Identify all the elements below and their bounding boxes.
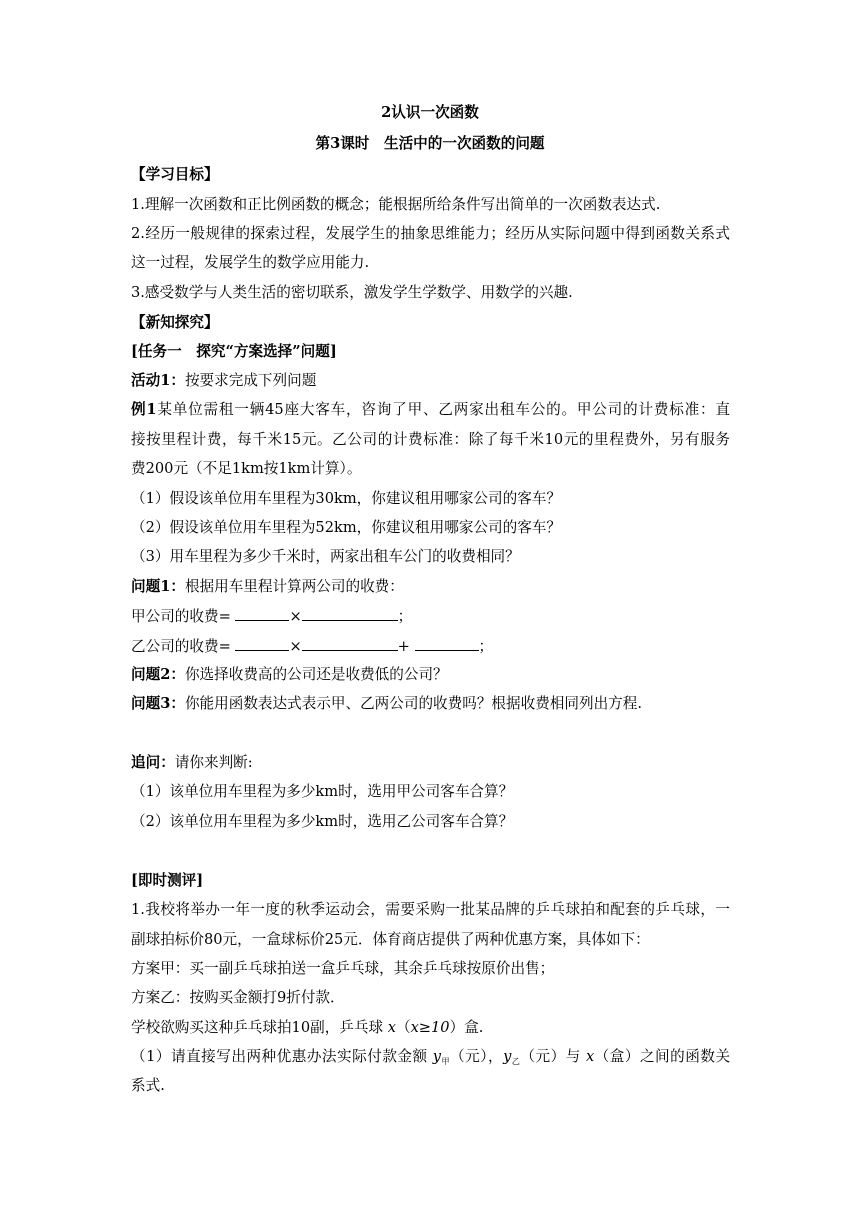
follow-up-item-1: （1）该单位用车里程为多少km时，选用甲公司客车合算？: [131, 783, 514, 800]
goal-item-2-cont: 这一过程，发展学生的数学应用能力.: [131, 254, 370, 271]
follow-up: 追问：请你来判断:: [131, 754, 253, 771]
test-heading: [即时测评]: [131, 872, 204, 889]
test-question-1-cont: 系式.: [131, 1077, 165, 1094]
example-line-1: 例1某单位需租一辆45座大客车，咨询了甲、乙两家出租车公的。甲公司的计费标准：直: [131, 401, 730, 418]
question-2: （2）假设该单位用车里程为52km，你建议租用哪家公司的客车？: [131, 519, 561, 536]
lesson-title: 2认识一次函数: [381, 104, 479, 121]
blank-a-distance[interactable]: [302, 606, 398, 621]
problem-2: 问题2：你选择收费高的公司还是收费低的公司？: [131, 666, 448, 683]
fee-a-line: 甲公司的收费= × ；: [131, 608, 413, 625]
blank-a-rate[interactable]: [235, 606, 289, 621]
activity-text: 按要求完成下列问题: [184, 372, 317, 389]
example-line-2: 接按里程计费，每千米15元。乙公司的计费标准：除了每千米10元的里程费外，另有服务: [131, 431, 730, 448]
problem-3-label: 问题3：: [131, 695, 185, 712]
problem-2-label: 问题2：: [131, 666, 185, 683]
question-1: （1）假设该单位用车里程为30km，你建议租用哪家公司的客车？: [131, 490, 561, 507]
explore-heading: 【新知探究】: [131, 314, 219, 331]
blank-b-distance[interactable]: [302, 636, 398, 651]
problem-3: 问题3：你能用函数表达式表示甲、乙两公司的收费吗？根据收费相同列出方程.: [131, 695, 642, 712]
test-question-1: （1）请直接写出两种优惠办法实际付款金额 $y_甲$（元），$y_乙$（元）与 x（盒）之间的函数关: [131, 1048, 731, 1066]
test-line-1: 1.我校将举办一年一度的秋季运动会，需要采购一批某品牌的乒乓球拍和配套的乒乓球，一: [131, 901, 730, 918]
plan-a: 方案甲：买一副乒乓球拍送一盒乒乓球，其余乒乓球按原价出售；: [131, 960, 555, 977]
activity-label: 活动1：: [131, 372, 185, 389]
plan-b: 方案乙：按购买金额打9折付款．: [131, 989, 345, 1006]
lesson-subtitle: 第3课时 生活中的一次函数的问题: [315, 135, 545, 152]
activity-line: [131, 371, 316, 391]
question-3: （3）用车里程为多少千米时，两家出租车公门的收费相同？: [131, 548, 520, 565]
follow-up-label: 追问：: [131, 754, 175, 771]
goal-item-1: 1.理解一次函数和正比例函数的概念；能根据所给条件写出简单的一次函数表达式.: [131, 196, 661, 213]
goals-heading: 【学习目标】: [131, 166, 219, 183]
goal-item-2: 2.经历一般规律的探索过程，发展学生的抽象思维能力；经历从实际问题中得到函数关系式: [131, 225, 730, 242]
blank-b-rate[interactable]: [235, 636, 289, 651]
blank-b-service[interactable]: [415, 636, 479, 651]
example-line-3: 费200元（不足1km按1km计算）。: [131, 460, 362, 477]
purchase-line: 学校欲购买这种乒乓球拍10副，乒乓球 x（x≥10）盒.: [131, 1019, 484, 1036]
example-label: 例1: [131, 401, 157, 418]
goal-item-3: 3.感受数学与人类生活的密切联系，激发学生学数学、用数学的兴趣.: [131, 284, 573, 301]
test-line-2: 副球拍标价80元，一盒球标价25元．体育商店提供了两种优惠方案，具体如下：: [131, 931, 650, 948]
follow-up-item-2: （2）该单位用车里程为多少km时，选用乙公司客车合算？: [131, 813, 514, 830]
problem-1-label: 问题1：: [131, 578, 185, 595]
problem-1: 问题1：根据用车里程计算两公司的收费：: [131, 578, 404, 595]
fee-b-line: 乙公司的收费= × + ；: [131, 638, 494, 655]
task-heading: [任务一 探究“方案选择”问题]: [131, 343, 337, 360]
